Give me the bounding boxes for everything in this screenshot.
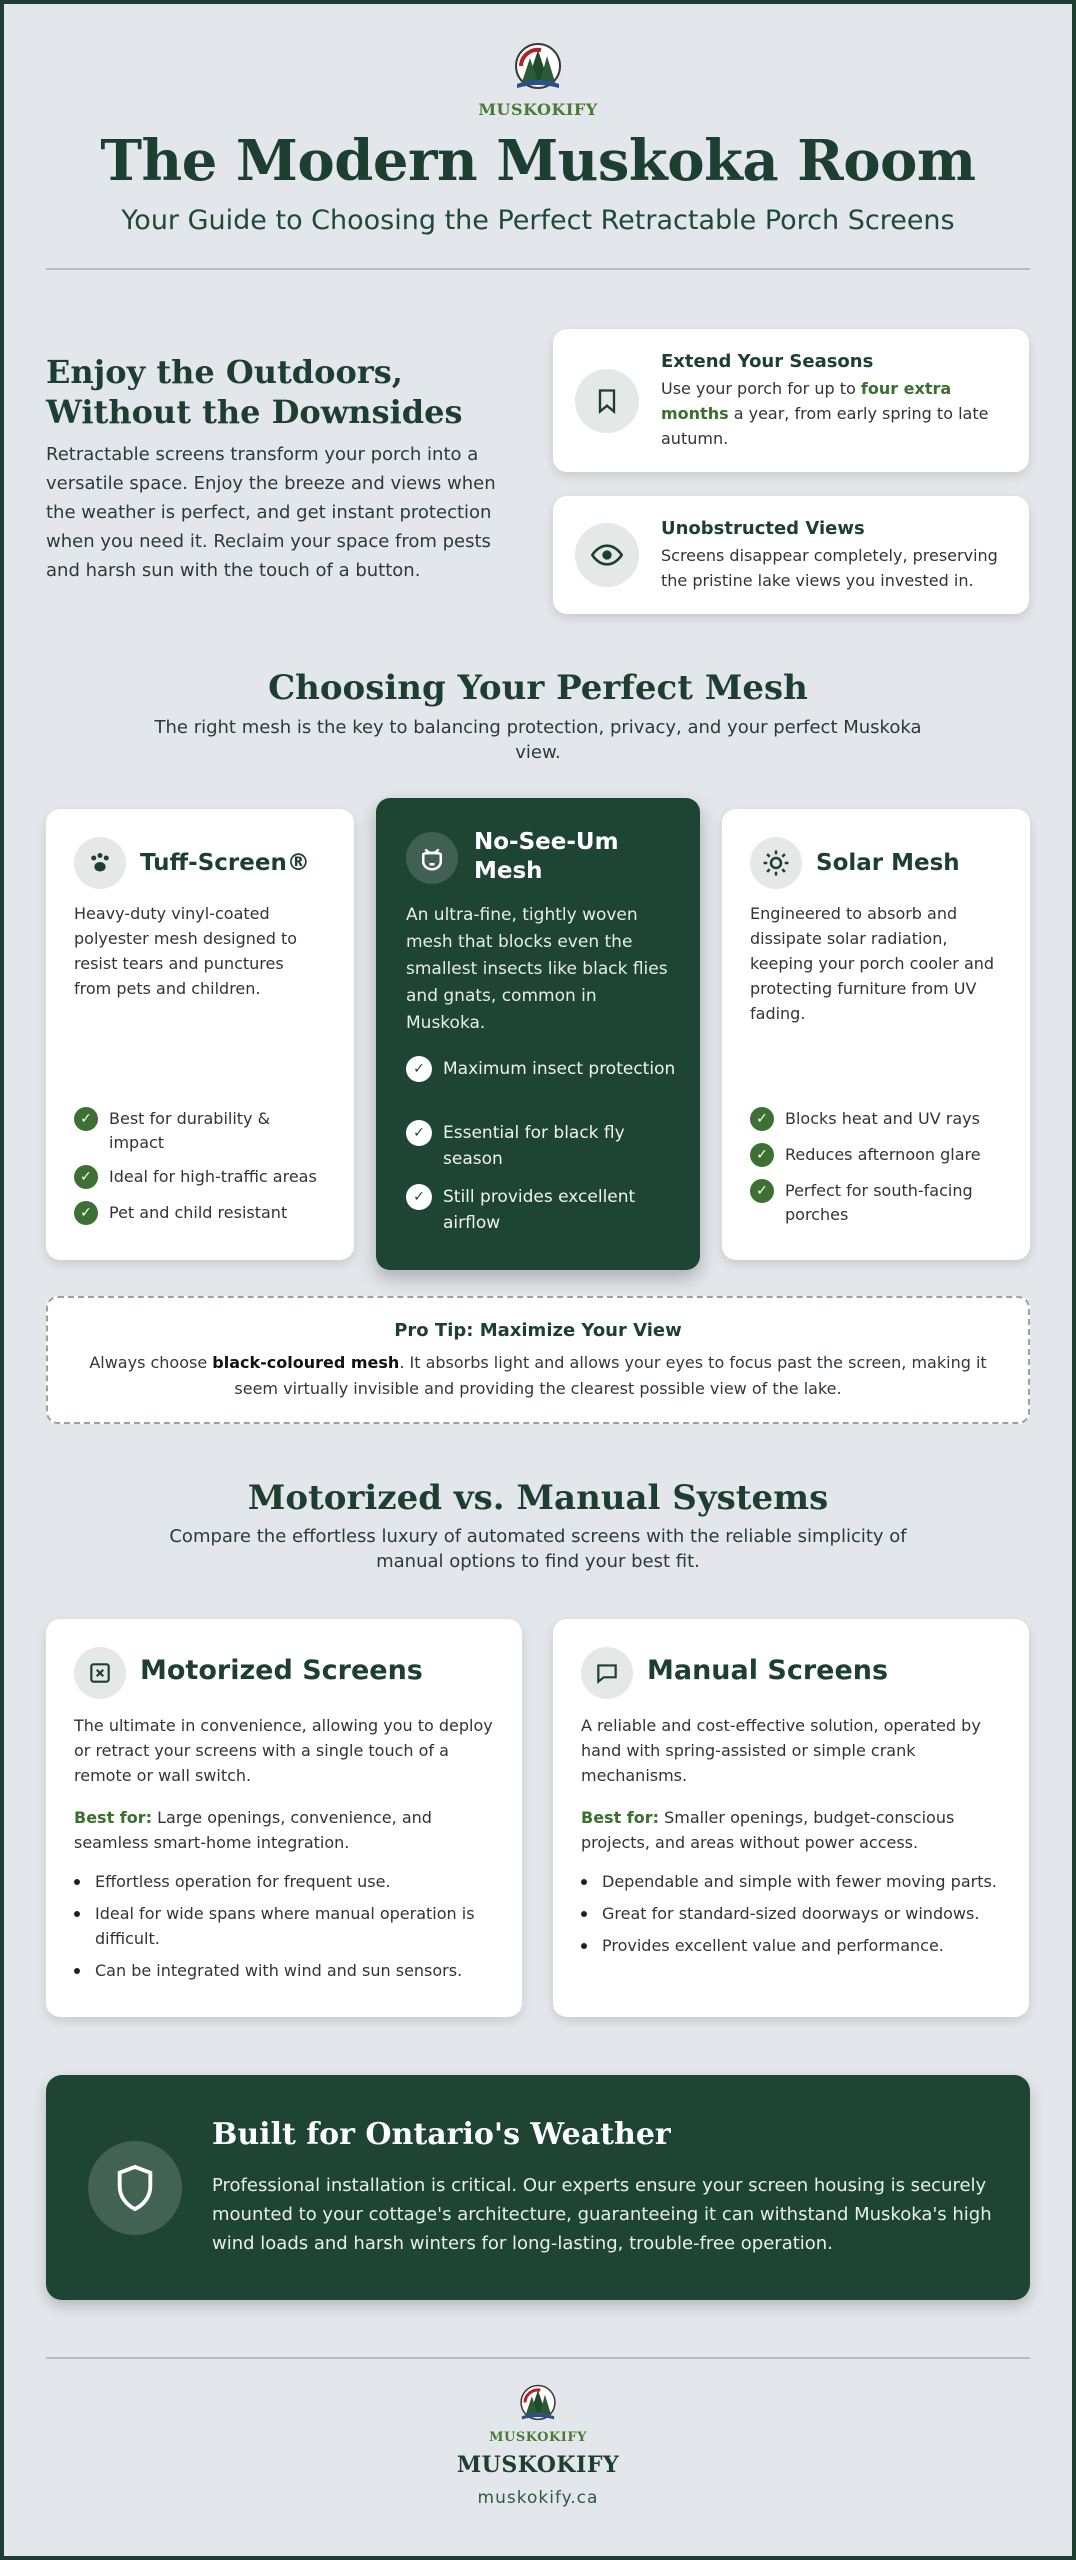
logo-wordmark: MUSKOKIFY [489, 2430, 587, 2445]
page-subtitle: Your Guide to Choosing the Perfect Retractable Porch Screens [121, 205, 955, 236]
check-icon: ✓ [74, 1201, 98, 1225]
feature-title: Extend Your Seasons [661, 351, 874, 372]
mesh-bullet: ✓ Blocks heat and UV rays [750, 1107, 1010, 1131]
feature-title: Unobstructed Views [661, 518, 865, 539]
pro-tip-text: Always choose black-coloured mesh. It absorbs light and allows your eyes to focus past the screen, making it seem virtually invisible and providing the clearest possible view of the lake. [89, 1353, 987, 1398]
pine-tree-logo-icon [511, 42, 565, 94]
system-card-description: The ultimate in convenience, allowing you to deploy or retract your screens with a single touch of a remote or wall switch. [74, 1716, 493, 1785]
mesh-bullet: ✓ Essential for black fly season [406, 1120, 676, 1172]
system-feature-list [581, 1869, 1001, 1965]
page-title: The Modern Muskoka Room [100, 128, 976, 194]
feature-card-views [553, 496, 1029, 614]
header-logo [0, 42, 1076, 119]
feature-highlight: four extra months [661, 379, 952, 423]
mesh-card-no-see-um [376, 798, 700, 1270]
header-divider [46, 268, 1030, 270]
list-item: Ideal for wide spans where manual operation is difficult. [74, 1901, 494, 1951]
bug-icon [406, 832, 458, 884]
mesh-bullet: ✓ Maximum insect protection [406, 1056, 676, 1082]
mesh-card-solar [722, 809, 1030, 1260]
system-card-title: Manual Screens [647, 1655, 889, 1686]
footer-logo [0, 2384, 1076, 2445]
mesh-card-tuff-screen [46, 809, 354, 1260]
systems-section-subtitle: Compare the effortless luxury of automated screens with the reliable simplicity of manual options to find your best fit. [169, 1526, 907, 1572]
check-icon: ✓ [406, 1120, 432, 1146]
check-icon: ✓ [750, 1179, 774, 1203]
mesh-card-description: Engineered to absorb and dissipate solar radiation, keeping your porch cooler and protecting furniture from UV fading. [750, 904, 995, 1023]
system-card-manual [553, 1619, 1029, 2017]
shield-icon [88, 2141, 182, 2235]
system-card-motorized [46, 1619, 522, 2017]
check-icon: ✓ [74, 1165, 98, 1189]
list-item: Can be integrated with wind and sun sensors. [74, 1958, 494, 1983]
mesh-card-title: No-See-Um Mesh [474, 829, 619, 884]
pro-tip-title: Pro Tip: Maximize Your View [394, 1320, 682, 1341]
list-item: Great for standard-sized doorways or windows. [581, 1901, 1001, 1926]
check-icon: ✓ [406, 1184, 432, 1210]
mesh-card-title: Solar Mesh [816, 850, 960, 876]
list-item: Provides excellent value and performance. [581, 1933, 1001, 1958]
system-best-for: Best for: Large openings, convenience, and seamless smart-home integration. [74, 1808, 432, 1852]
systems-section-title: Motorized vs. Manual Systems [247, 1478, 829, 1518]
bookmark-icon [575, 369, 639, 433]
mesh-card-description: Heavy-duty vinyl-coated polyester mesh designed to resist tears and punctures from pets and children. [74, 904, 298, 998]
system-feature-list [74, 1869, 494, 1990]
list-item: Dependable and simple with fewer moving parts. [581, 1869, 1001, 1894]
pro-tip-highlight: black-coloured mesh [212, 1353, 400, 1372]
mesh-card-description: An ultra-fine, tightly woven mesh that blocks even the smallest insects like black flies and gnats, common in Muskoka. [406, 905, 668, 1033]
system-best-for: Best for: Smaller openings, budget-conscious projects, and areas without power access. [581, 1808, 955, 1852]
remote-icon [74, 1647, 126, 1699]
feature-text: Screens disappear completely, preserving the pristine lake views you invested in. [661, 546, 998, 590]
paw-icon [74, 837, 126, 889]
eye-icon [575, 523, 639, 587]
pine-tree-logo-icon [517, 2384, 559, 2424]
mesh-bullet: ✓ Perfect for south-facing porches [750, 1179, 1010, 1227]
intro-body: Retractable screens transform your porch into a versatile space. Enjoy the breeze and views when the weather is perfect, and get instant protection when you need it. Reclaim your space from pests and harsh sun with the touch of a button. [46, 444, 496, 581]
mesh-bullet: ✓ Ideal for high-traffic areas [74, 1165, 329, 1189]
check-icon: ✓ [750, 1107, 774, 1131]
hand-icon [581, 1647, 633, 1699]
check-icon: ✓ [74, 1107, 98, 1131]
footer-divider [46, 2357, 1030, 2359]
mesh-bullet: ✓ Still provides excellent airflow [406, 1184, 676, 1236]
mesh-bullet: ✓ Best for durability & impact [74, 1107, 329, 1155]
intro-heading: Enjoy the Outdoors, Without the Downsides [46, 353, 463, 431]
mesh-bullet: ✓ Pet and child resistant [74, 1201, 329, 1225]
feature-text: Use your porch for up to four extra months a year, from early spring to late autumn. [661, 379, 989, 448]
sun-icon [750, 837, 802, 889]
feature-card-seasons [553, 329, 1029, 472]
check-icon: ✓ [406, 1056, 432, 1082]
system-card-title: Motorized Screens [140, 1655, 423, 1686]
mesh-section-subtitle: The right mesh is the key to balancing protection, privacy, and your perfect Muskoka view. [154, 717, 922, 763]
footer-website-link[interactable]: muskokify.ca [477, 2488, 599, 2508]
logo-wordmark: MUSKOKIFY [478, 100, 598, 119]
list-item: Effortless operation for frequent use. [74, 1869, 494, 1894]
footer-brand-name: MUSKOKIFY [456, 2452, 620, 2478]
weather-banner-text: Professional installation is critical. Our experts ensure your screen housing is securely mounted to your cottage's architecture, guaranteeing it can withstand Muskoka's high wind loads and harsh winters for long-lasting, trouble-free operation. [212, 2175, 992, 2254]
check-icon: ✓ [750, 1143, 774, 1167]
weather-banner-title: Built for Ontario's Weather [212, 2117, 671, 2152]
system-card-description: A reliable and cost-effective solution, operated by hand with spring-assisted or simple crank mechanisms. [581, 1716, 981, 1785]
pro-tip-box [46, 1296, 1030, 1424]
mesh-card-title: Tuff-Screen® [140, 850, 310, 876]
mesh-section-title: Choosing Your Perfect Mesh [268, 668, 808, 708]
mesh-bullet: ✓ Reduces afternoon glare [750, 1143, 1010, 1167]
weather-banner [46, 2075, 1030, 2300]
